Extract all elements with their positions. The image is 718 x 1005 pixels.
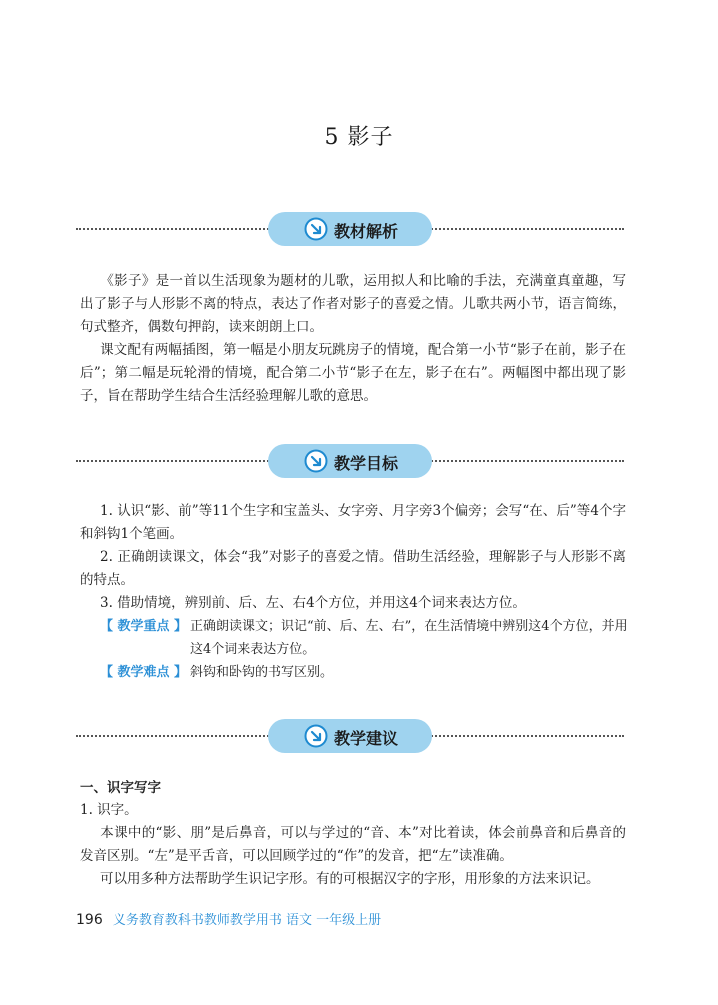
goal-item-3	[80, 592, 626, 615]
page-title: 5 影子	[324, 125, 394, 150]
section-pill	[268, 719, 432, 753]
difficulty-label: 【 教学难点 】	[100, 665, 188, 680]
section-pill	[268, 212, 432, 246]
goal-text-3: 3. 借助情境，辨别前、后、左、右4个方位，并用这4个词来表达方位。	[100, 595, 526, 611]
section-title: 教材解析	[334, 222, 399, 241]
difficulty-text: 斜钩和卧钩的书写区别。	[190, 665, 334, 680]
key-point-label: 【 教学重点 】	[100, 619, 188, 634]
recognize-label: 1. 识字。	[80, 802, 138, 818]
analysis-paragraph-2	[80, 339, 626, 408]
goal-item-2	[80, 546, 626, 592]
section-title: 教学目标	[334, 454, 399, 473]
arrow-down-right-circle-icon	[304, 724, 328, 748]
arrow-down-right-circle-icon	[304, 217, 328, 241]
page-footer	[76, 909, 381, 928]
suggest-text-1: 本课中的“影、朋”是后鼻音，可以与学过的“音、本”对比着读，体会前鼻音和后鼻音的发音区别。“左”是平舌音，可以回顾学过的“作”的发音，把“左”读准确。	[80, 825, 626, 864]
section-header-analysis	[76, 212, 624, 246]
arrow-down-right-circle-icon	[304, 449, 328, 473]
key-point-text: 正确朗读课文；识记“前、后、左、右”，在生活情境中辨别这4个方位，并用这4个词来表达方位。	[190, 619, 628, 657]
subheading-literacy: 一、识字写字	[80, 780, 161, 796]
section-header-suggest	[76, 719, 624, 753]
analysis-text-1: 《影子》是一首以生活现象为题材的儿歌，运用拟人和比喻的手法，充满童真童趣，写出了影子与人形影不离的特点，表达了作者对影子的喜爱之情。儿歌共两小节，语言简练，句式整齐，偶数句押韵，读来朗朗上口。	[80, 273, 626, 335]
footer-book-title: 义务教育教科书教师教学用书 语文 一年级上册	[112, 913, 382, 928]
goal-text-2: 2. 正确朗读课文，体会“我”对影子的喜爱之情。借助生活经验，理解影子与人形影不离的特点。	[80, 549, 626, 588]
page-number: 196	[76, 912, 103, 928]
suggest-paragraph-1	[80, 822, 626, 868]
section-pill	[268, 444, 432, 478]
suggest-paragraph-2	[80, 868, 626, 891]
goal-item-1	[80, 500, 626, 546]
goal-text-1: 1. 认识“影、前”等11个生字和宝盖头、女字旁、月字旁3个偏旁；会写“在、后”等4个字和斜钩1个笔画。	[80, 503, 626, 542]
difficulty-row	[100, 661, 630, 684]
section-header-goals	[76, 444, 624, 478]
key-point-row	[100, 615, 630, 661]
suggest-text-2: 可以用多种方法帮助学生识记字形。有的可根据汉字的字形，用形象的方法来识记。	[100, 871, 600, 887]
subheading-recognize	[80, 799, 626, 822]
section-title: 教学建议	[334, 729, 399, 748]
analysis-paragraph-1	[80, 270, 626, 339]
analysis-text-2: 课文配有两幅插图，第一幅是小朋友玩跳房子的情境，配合第一小节“影子在前，影子在后”；第二幅是玩轮滑的情境，配合第二小节“影子在左，影子在右”。两幅图中都出现了影子，旨在帮助学生结合生活经验理解儿歌的意思。	[80, 342, 626, 404]
